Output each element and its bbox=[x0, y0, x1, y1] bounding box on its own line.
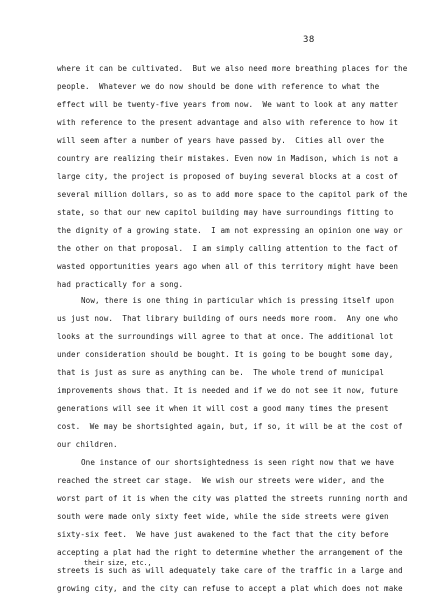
text-line: One instance of our shortsightedness is seen right now that we have bbox=[81, 458, 395, 467]
text-line: worst part of it is when the city was platted the streets running north and bbox=[57, 494, 408, 503]
text-line: will seem after a number of years have passed by. Cities all over the bbox=[57, 136, 385, 145]
text-line: growing city, and the city can refuse to accept a plat which does not make bbox=[57, 584, 403, 593]
text-line: our children. bbox=[57, 440, 118, 449]
text-line: the other on that proposal. I am simply calling attention to the fact of bbox=[57, 244, 399, 253]
text-line: streets is such as will adequately take care of the traffic in a large and bbox=[57, 566, 403, 575]
text-line: improvements shows that. It is needed and if we do not see it now, future bbox=[57, 386, 399, 395]
text-line: wasted opportunities years ago when all of this territory might have been bbox=[57, 262, 399, 271]
text-line: had practically for a song. bbox=[57, 280, 184, 289]
text-line: Now, there is one thing in particular which is pressing itself upon bbox=[81, 296, 395, 305]
text-line: us just now. That library building of ours needs more room. Any one who bbox=[57, 314, 399, 323]
text-line: sixty-six feet. We have just awakened to the fact that the city before bbox=[57, 530, 389, 539]
text-line: effect will be twenty-five years from now. We want to look at any matter bbox=[57, 100, 399, 109]
text-line: accepting a plat had the right to determine whether the arrangement of the bbox=[57, 548, 403, 557]
text-line: large city, the project is proposed of buying several blocks at a cost of bbox=[57, 172, 399, 181]
text-line: the dignity of a growing state. I am not expressing an opinion one way or bbox=[57, 226, 403, 235]
text-line: several million dollars, so as to add more space to the capitol park of the bbox=[57, 190, 408, 199]
page-number: 38 bbox=[303, 35, 315, 45]
text-line: under consideration should be bought. It is going to be bought some day, bbox=[57, 350, 394, 359]
text-line: country are realizing their mistakes. Even now in Madison, which is not a bbox=[57, 154, 399, 163]
text-line: generations will see it when it will cost a good many times the present bbox=[57, 404, 389, 413]
text-line: south were made only sixty feet wide, while the side streets were given bbox=[57, 512, 389, 521]
text-line: people. Whatever we do now should be done with reference to what the bbox=[57, 82, 380, 91]
interlinear-insertion: their size, etc., bbox=[84, 559, 152, 567]
text-line: cost. We may be shortsighted again, but, if so, it will be at the cost of bbox=[57, 422, 403, 431]
text-line: state, so that our new capitol building may have surroundings fitting to bbox=[57, 208, 394, 217]
text-line: reached the street car stage. We wish our streets were wider, and the bbox=[57, 476, 385, 485]
text-line: that is just as sure as anything can be. The whole trend of municipal bbox=[57, 368, 385, 377]
text-line: where it can be cultivated. But we also need more breathing places for the bbox=[57, 64, 408, 73]
text-line: looks at the surroundings will agree to that at once. The additional lot bbox=[57, 332, 394, 341]
text-line: with reference to the present advantage and also with reference to how it bbox=[57, 118, 399, 127]
